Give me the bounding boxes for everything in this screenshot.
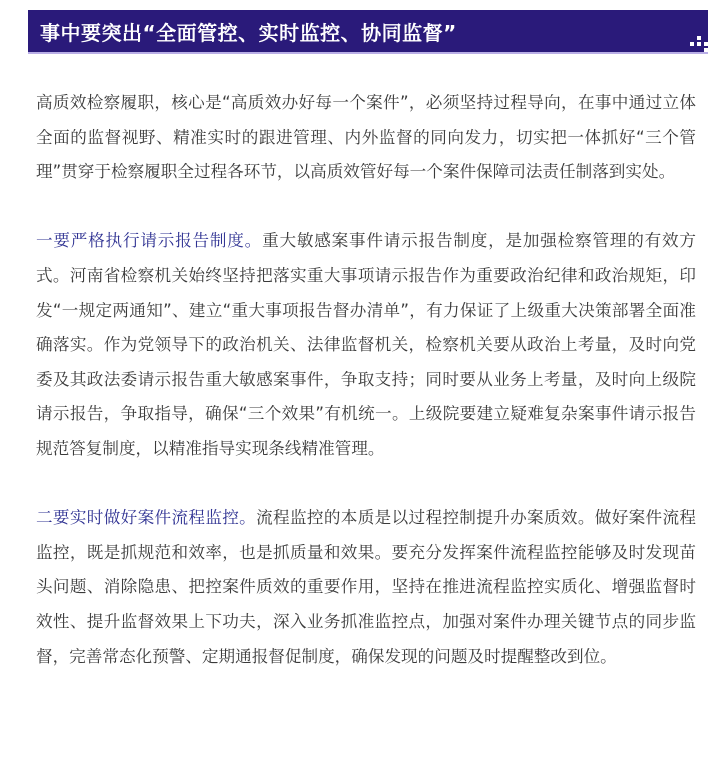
- paragraph-one: [36, 224, 696, 466]
- paragraph-two-lead: 二要实时做好案件流程监控。: [36, 508, 257, 528]
- article-body: [36, 86, 696, 709]
- paragraph-two: [36, 501, 696, 674]
- paragraph-one-lead: 一要严格执行请示报告制度。: [36, 231, 263, 251]
- intro-paragraph: 高质效检察履职，核心是“高质效办好每一个案件”，必须坚持过程导向，在事中通过立体全面的监督视野、精准实时的跟进管理、内外监督的同向发力，切实把一体抓好“三个管理”贯穿于检察履职全过程各环节，以高质效管好每一个案件保障司法责任制落到实处。: [36, 93, 696, 182]
- paragraph-two-body: 流程监控的本质是以过程控制提升办案质效。做好案件流程监控，既是抓规范和效率，也是抓质量和效果。要充分发挥案件流程监控能够及时发现苗头问题、消除隐患、把控案件质效的重要作用，坚持在推进流程监控实质化、增强监督时效性、提升监督效果上下功夫，深入业务抓准监控点，加强对案件办理关键节点的同步监督，完善常态化预警、定期通报督促制度，确保发现的问题及时提醒整改到位。: [36, 508, 697, 666]
- section-header: [28, 10, 708, 54]
- paragraph-one-body: 重大敏感案事件请示报告制度，是加强检察管理的有效方式。河南省检察机关始终坚持把落实重大事项请示报告作为重要政治纪律和政治规矩，印发“一规定两通知”、建立“重大事项报告督办清单”，有力保证了上级重大决策部署全面准确落实。作为党领导下的政治机关、法律监督机关，检察机关要从政治上考量，及时向党委及其政法委请示报告重大敏感案事件，争取支持；同时要从业务上考量，及时向上级院请示报告，争取指导，确保“三个效果”有机统一。上级院要建立疑难复杂案事件请示报告规范答复制度，以精准指导实现条线精准管理。: [36, 231, 696, 458]
- section-title: 事中要突出“全面管控、实时监控、协同监督”: [40, 21, 457, 45]
- corner-dots-icon: [690, 36, 708, 52]
